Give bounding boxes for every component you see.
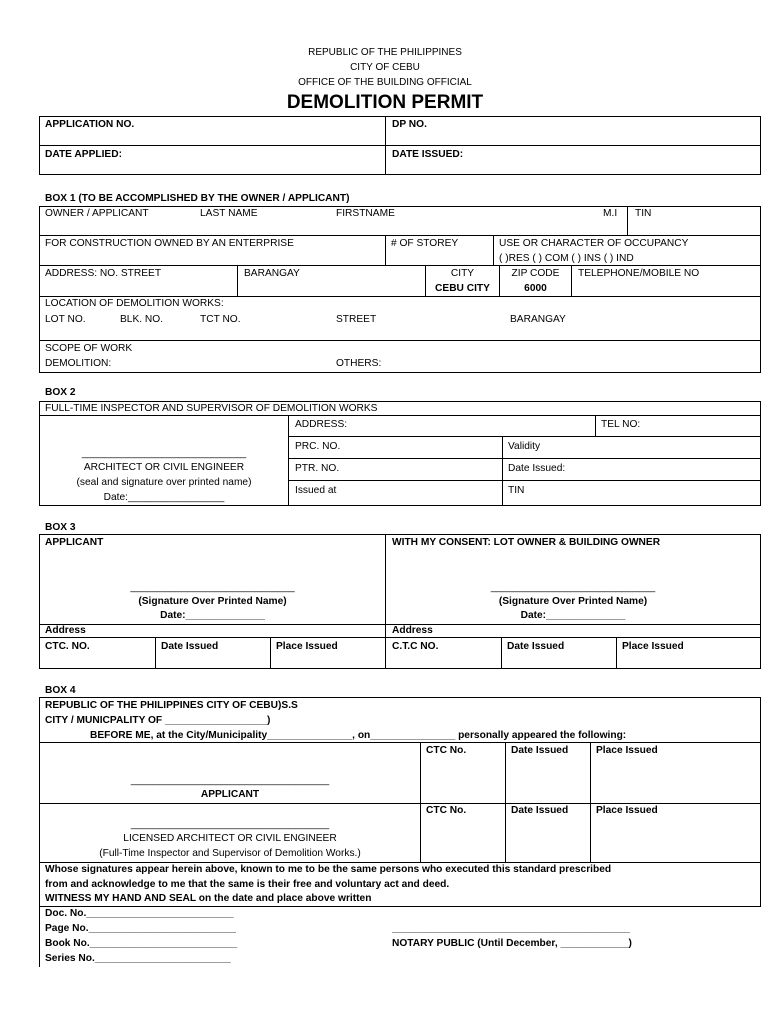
table-rule bbox=[39, 668, 761, 669]
table-rule bbox=[39, 145, 761, 146]
table-rule bbox=[590, 742, 591, 863]
owner-signature-caption: (Signature Over Printed Name) bbox=[498, 596, 648, 607]
tct-no-label: TCT NO. bbox=[200, 314, 241, 325]
table-rule bbox=[39, 206, 40, 373]
header-republic: REPUBLIC OF THE PHILIPPINES bbox=[308, 47, 462, 58]
box2-tin-label: TIN bbox=[508, 485, 525, 496]
witness-line: WITNESS MY HAND AND SEAL on the date and place above written bbox=[45, 893, 372, 904]
box4-applicant-signature-line: ___________________________________ bbox=[130, 775, 330, 786]
applicant-address-label: Address bbox=[45, 625, 86, 636]
box3-heading: BOX 3 bbox=[45, 522, 76, 533]
lot-no-label: LOT NO. bbox=[45, 314, 86, 325]
applicant-signature-line: _____________________________ bbox=[130, 582, 295, 593]
city-label: CITY bbox=[450, 268, 475, 279]
zip-label: ZIP CODE bbox=[511, 268, 560, 279]
occupancy-options: ( )RES ( ) COM ( ) INS ( ) IND bbox=[499, 253, 634, 264]
table-rule bbox=[270, 637, 271, 669]
mi-label: M.I bbox=[603, 208, 618, 219]
tin-label: TIN bbox=[635, 208, 652, 219]
table-rule bbox=[760, 534, 761, 669]
location-barangay-label: BARANGAY bbox=[510, 314, 566, 325]
table-rule bbox=[39, 401, 761, 402]
ctc-no-left-label: CTC. NO. bbox=[45, 641, 90, 652]
table-rule bbox=[39, 637, 761, 638]
table-rule bbox=[237, 265, 238, 297]
owner-applicant-label: OWNER / APPLICANT bbox=[45, 208, 149, 219]
date-issued-label: DATE ISSUED: bbox=[392, 149, 464, 160]
table-rule bbox=[39, 697, 40, 967]
date-issued-left-label: Date Issued bbox=[161, 641, 219, 652]
table-rule bbox=[39, 505, 761, 506]
table-rule bbox=[501, 637, 502, 669]
ctc-no-label-2: CTC No. bbox=[426, 805, 467, 816]
table-rule bbox=[39, 174, 761, 175]
telephone-label: TELEPHONE/MOBILE NO bbox=[578, 268, 700, 279]
box1-heading: BOX 1 (TO BE ACCOMPLISHED BY THE OWNER / APPLICANT) bbox=[45, 193, 350, 204]
table-rule bbox=[420, 742, 421, 863]
table-rule bbox=[39, 235, 761, 236]
ctc-no-right-label: C.T.C NO. bbox=[392, 641, 439, 652]
box3-applicant-label: APPLICANT bbox=[45, 537, 104, 548]
validity-label: Validity bbox=[508, 441, 541, 452]
table-rule bbox=[155, 637, 156, 669]
table-rule bbox=[627, 206, 628, 236]
table-rule bbox=[39, 862, 761, 863]
table-rule bbox=[39, 296, 761, 297]
street-label: STREET bbox=[336, 314, 377, 325]
table-rule bbox=[502, 436, 503, 506]
doc-no-field: Doc. No.__________________________ bbox=[45, 908, 234, 919]
table-rule bbox=[760, 697, 761, 907]
enterprise-label: FOR CONSTRUCTION OWNED BY AN ENTERPRISE bbox=[45, 238, 294, 249]
seal-label: (seal and signature over printed name) bbox=[76, 477, 252, 488]
location-label: LOCATION OF DEMOLITION WORKS: bbox=[45, 298, 224, 309]
address-street-label: ADDRESS: NO. STREET bbox=[45, 268, 162, 279]
applicant-signature-caption: (Signature Over Printed Name) bbox=[138, 596, 287, 607]
table-rule bbox=[288, 436, 761, 437]
scope-label: SCOPE OF WORK bbox=[45, 343, 133, 354]
box4-applicant-label: APPLICANT bbox=[200, 789, 260, 800]
table-rule bbox=[616, 637, 617, 669]
demolition-label: DEMOLITION: bbox=[45, 358, 112, 369]
zip-value: 6000 bbox=[524, 283, 547, 294]
dp-no-label: DP NO. bbox=[392, 119, 427, 130]
owner-date-line: Date:______________ bbox=[520, 610, 626, 621]
place-issued-left-label: Place Issued bbox=[276, 641, 338, 652]
issued-at-label: Issued at bbox=[295, 485, 337, 496]
date-applied-label: DATE APPLIED: bbox=[45, 149, 122, 160]
firstname-label: FIRSTNAME bbox=[336, 208, 395, 219]
table-rule bbox=[39, 415, 761, 416]
table-rule bbox=[39, 116, 40, 175]
engineer-signature-line: ___________________________________ bbox=[130, 819, 330, 830]
table-rule bbox=[39, 206, 761, 207]
owner-address-label: Address bbox=[392, 625, 433, 636]
place-issued-label-2: Place Issued bbox=[596, 805, 658, 816]
table-rule bbox=[39, 803, 761, 804]
header-office: OFFICE OF THE BUILDING OFFICIAL bbox=[298, 77, 472, 88]
table-rule bbox=[39, 697, 761, 698]
table-rule bbox=[288, 415, 289, 506]
others-label: OTHERS: bbox=[336, 358, 382, 369]
date-issued-label-1: Date Issued bbox=[511, 745, 569, 756]
city-value: CEBU CITY bbox=[435, 283, 490, 294]
notary-signature-line: __________________________________________ bbox=[392, 923, 630, 934]
box2-date-label: Date:_________________ bbox=[103, 492, 225, 503]
book-no-field: Book No.__________________________ bbox=[45, 938, 238, 949]
table-rule bbox=[39, 116, 761, 117]
table-rule bbox=[39, 340, 761, 341]
architect-signature-line: _____________________________ bbox=[81, 448, 247, 459]
barangay-label: BARANGAY bbox=[244, 268, 300, 279]
table-rule bbox=[385, 116, 386, 175]
box2-address-label: ADDRESS: bbox=[295, 419, 348, 430]
box2-subheading: FULL-TIME INSPECTOR AND SUPERVISOR OF DEMOLITION WORKS bbox=[45, 403, 378, 414]
application-no-label: APPLICATION NO. bbox=[45, 119, 135, 130]
tel-no-label: TEL NO: bbox=[601, 419, 641, 430]
architect-label: ARCHITECT OR CIVIL ENGINEER bbox=[83, 462, 245, 473]
table-rule bbox=[385, 235, 386, 266]
storey-label: # OF STOREY bbox=[391, 238, 459, 249]
box2-date-issued-label: Date Issued: bbox=[508, 463, 566, 474]
table-rule bbox=[39, 742, 761, 743]
page-no-field: Page No.__________________________ bbox=[45, 923, 236, 934]
series-no-field: Series No.________________________ bbox=[45, 953, 231, 964]
table-rule bbox=[571, 265, 572, 297]
ptr-no-label: PTR. NO. bbox=[295, 463, 340, 474]
table-rule bbox=[39, 534, 761, 535]
header-city: CITY OF CEBU bbox=[350, 62, 420, 73]
prc-no-label: PRC. NO. bbox=[295, 441, 341, 452]
date-issued-label-2: Date Issued bbox=[511, 805, 569, 816]
page-title: DEMOLITION PERMIT bbox=[286, 92, 484, 113]
applicant-date-line: Date:______________ bbox=[160, 610, 265, 621]
table-rule bbox=[39, 906, 761, 907]
table-rule bbox=[760, 206, 761, 373]
box2-heading: BOX 2 bbox=[45, 387, 76, 398]
notary-public-label: NOTARY PUBLIC (Until December, ____________) bbox=[392, 938, 632, 949]
table-rule bbox=[760, 401, 761, 506]
place-issued-right-label: Place Issued bbox=[622, 641, 684, 652]
licensed-engineer-label: LICENSED ARCHITECT OR CIVIL ENGINEER bbox=[123, 833, 337, 844]
ctc-no-label-1: CTC No. bbox=[426, 745, 467, 756]
table-rule bbox=[505, 742, 506, 863]
last-name-label: LAST NAME bbox=[200, 208, 258, 219]
consent-label: WITH MY CONSENT: LOT OWNER & BUILDING OWNER bbox=[392, 537, 661, 548]
occupancy-label: USE OR CHARACTER OF OCCUPANCY bbox=[499, 238, 689, 249]
box4-heading: BOX 4 bbox=[45, 685, 76, 696]
box4-line2: CITY / MUNICPALITY OF __________________) bbox=[45, 715, 271, 726]
blk-no-label: BLK. NO. bbox=[120, 314, 164, 325]
table-rule bbox=[39, 372, 761, 373]
attestation-line2: from and acknowledge to me that the same is their free and voluntary act and deed. bbox=[45, 879, 450, 890]
table-rule bbox=[760, 116, 761, 175]
table-rule bbox=[595, 415, 596, 437]
table-rule bbox=[39, 265, 761, 266]
date-issued-right-label: Date Issued bbox=[507, 641, 565, 652]
owner-signature-line: _____________________________ bbox=[490, 582, 656, 593]
box4-line3: BEFORE ME, at the City/Municipality_______________, on_______________ personally appeared the following: bbox=[90, 730, 627, 741]
box4-line1: REPUBLIC OF THE PHILIPPINES CITY OF CEBU)S.S bbox=[45, 700, 298, 711]
attestation-line1: Whose signatures appear herein above, known to me to be the same persons who executed this standard prescribed bbox=[45, 864, 612, 875]
fulltime-inspector-label: (Full-Time Inspector and Supervisor of Demolition Works.) bbox=[99, 848, 361, 859]
place-issued-label-1: Place Issued bbox=[596, 745, 658, 756]
table-rule bbox=[288, 458, 761, 459]
table-rule bbox=[288, 480, 761, 481]
table-rule bbox=[493, 235, 494, 266]
